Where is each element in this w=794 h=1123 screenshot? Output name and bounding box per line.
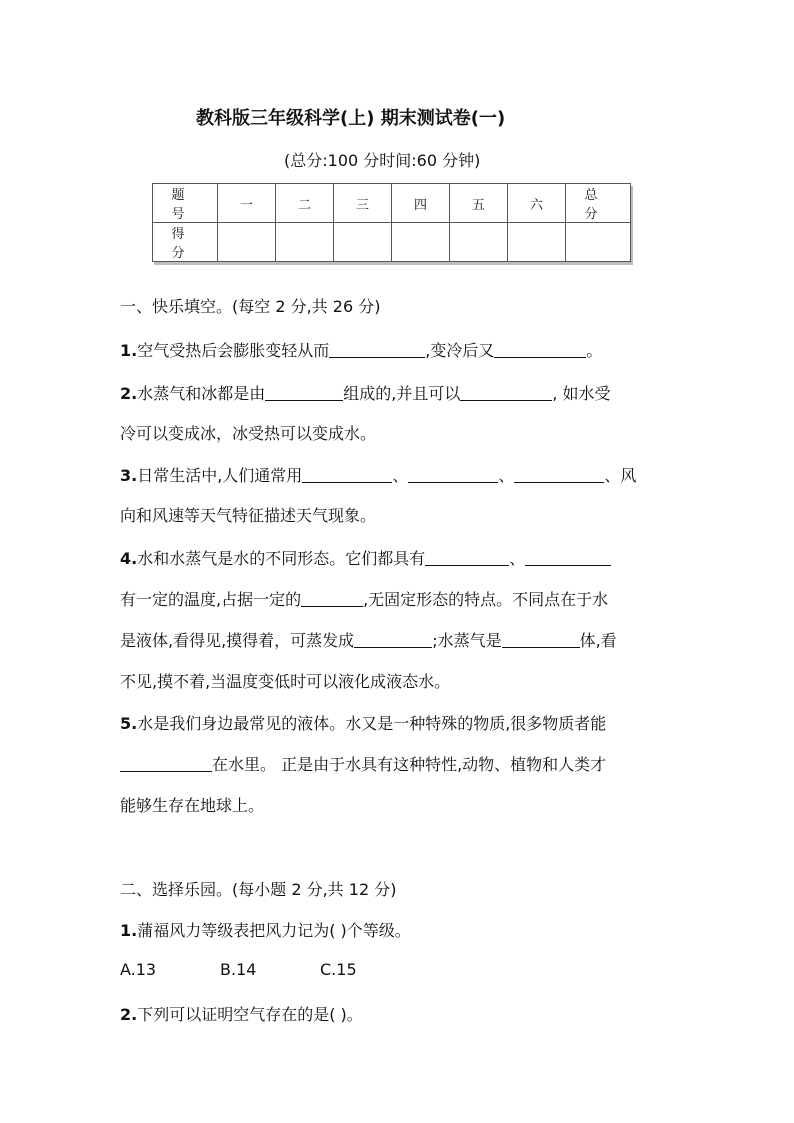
blank[interactable] bbox=[525, 548, 611, 566]
score-cell[interactable] bbox=[218, 223, 276, 262]
question-1-1: 1.空气受热后会膨胀变轻从而 ,变冷后又 。 bbox=[120, 341, 603, 360]
blank[interactable] bbox=[301, 589, 363, 607]
question-number: 1. bbox=[120, 921, 138, 940]
question-1-4: 4.水和水蒸气是水的不同形态。它们都具有 、 bbox=[120, 546, 611, 569]
score-table-col-1: 一 bbox=[218, 184, 276, 223]
score-cell[interactable] bbox=[508, 223, 566, 262]
question-2-2: 2.下列可以证明空气存在的是( )。 bbox=[120, 1005, 363, 1024]
question-1-5-line2: 在水里。 正是由于水具有这种特性,动物、植物和人类才 bbox=[120, 752, 606, 775]
score-row-label: 得 分 bbox=[153, 223, 218, 262]
exam-subtitle: (总分:100 分时间:60 分钟) bbox=[284, 151, 481, 170]
question-number: 4. bbox=[120, 549, 138, 568]
section2-heading: 二、选择乐园。(每小题 2 分,共 12 分) bbox=[120, 880, 397, 899]
question-number: 5. bbox=[120, 714, 138, 733]
score-table-col-5: 五 bbox=[450, 184, 508, 223]
question-1-3-cont: 向和风速等天气特征描述天气现象。 bbox=[120, 506, 377, 525]
score-table-header-row bbox=[153, 184, 631, 223]
score-table-col-2: 二 bbox=[276, 184, 334, 223]
score-cell[interactable] bbox=[392, 223, 450, 262]
blank[interactable] bbox=[302, 465, 392, 483]
question-2-1-options bbox=[120, 960, 357, 979]
option-a[interactable]: A.13 bbox=[120, 960, 157, 979]
section1-heading: 一、快乐填空。(每空 2 分,共 26 分) bbox=[120, 297, 381, 316]
blank[interactable] bbox=[460, 383, 552, 401]
score-table-label: 题 号 bbox=[153, 184, 218, 223]
score-table bbox=[152, 183, 631, 262]
question-number: 2. bbox=[120, 1005, 138, 1024]
option-c[interactable]: C.15 bbox=[320, 960, 357, 979]
score-table-col-6: 六 bbox=[508, 184, 566, 223]
question-1-4-line4: 不见,摸不着,当温度变低时可以液化成液态水。 bbox=[120, 672, 451, 691]
blank[interactable] bbox=[494, 340, 586, 358]
question-1-3: 3.日常生活中,人们通常用 、 、 、风 bbox=[120, 466, 637, 485]
score-cell[interactable] bbox=[334, 223, 392, 262]
question-1-2-cont: 冷可以变成冰，冰受热可以变成水。 bbox=[120, 424, 377, 443]
question-number: 1. bbox=[120, 341, 138, 360]
option-b[interactable]: B.14 bbox=[220, 960, 257, 979]
score-table-col-3: 三 bbox=[334, 184, 392, 223]
score-table-total: 总 分 bbox=[566, 184, 631, 223]
blank[interactable] bbox=[354, 630, 432, 648]
blank[interactable] bbox=[502, 630, 580, 648]
question-number: 2. bbox=[120, 384, 138, 403]
question-1-4-line3: 是液体,看得见,摸得着，可蒸发成 ;水蒸气是 体,看 bbox=[120, 631, 617, 650]
question-2-1: 1.蒲福风力等级表把风力记为( )个等级。 bbox=[120, 921, 411, 940]
score-cell[interactable] bbox=[450, 223, 508, 262]
blank[interactable] bbox=[425, 548, 509, 566]
question-1-4-line2: 有一定的温度,占据一定的 ,无固定形态的特点。不同点在于水 bbox=[120, 590, 609, 609]
question-1-2: 2.水蒸气和冰都是由 组成的,并且可以 , 如水受 bbox=[120, 384, 611, 403]
exam-title: 教科版三年级科学(上) 期末测试卷(一) bbox=[196, 108, 506, 129]
blank[interactable] bbox=[408, 465, 498, 483]
score-cell[interactable] bbox=[276, 223, 334, 262]
question-number: 3. bbox=[120, 466, 138, 485]
blank[interactable] bbox=[514, 465, 604, 483]
score-cell-total[interactable] bbox=[566, 223, 631, 262]
score-table-col-4: 四 bbox=[392, 184, 450, 223]
blank[interactable] bbox=[265, 383, 343, 401]
blank[interactable] bbox=[120, 754, 212, 772]
question-1-5-line3: 能够生存在地球上。 bbox=[120, 796, 265, 815]
question-1-5: 5.水是我们身边最常见的液体。水又是一种特殊的物质,很多物质者能 bbox=[120, 714, 607, 733]
blank[interactable] bbox=[329, 340, 425, 358]
score-table-score-row bbox=[153, 223, 631, 262]
